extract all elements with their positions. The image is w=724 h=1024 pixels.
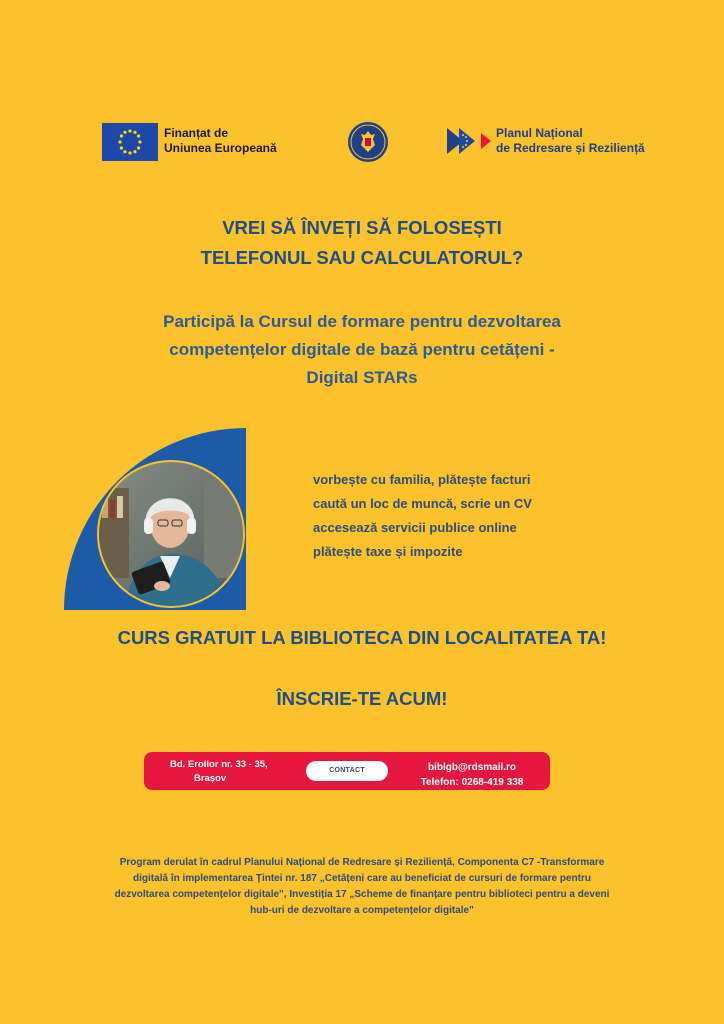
footer-line3: dezvoltarea competențelor digitale", Investiția 17 „Scheme de finanțare pentru biblioteci pentru a deveni bbox=[114, 889, 610, 900]
library-address bbox=[170, 758, 268, 786]
romanian-government-seal-icon bbox=[347, 121, 389, 163]
benefit-item: plătește taxe și impozite bbox=[313, 544, 463, 559]
headline-line2: TELEFONUL SAU CALCULATORUL? bbox=[200, 247, 524, 268]
address-line2: Brașov bbox=[194, 773, 227, 784]
free-course-heading: CURS GRATUIT LA BIBLIOTECA DIN LOCALITATEA TA! bbox=[117, 627, 607, 648]
footer-line4: hub-uri de dezvoltare a competențelor digitale" bbox=[250, 905, 474, 916]
eu-label-line1: Finanțat de bbox=[164, 126, 229, 140]
benefits-list bbox=[313, 468, 532, 564]
subheading-line1: Participă la Cursul de formare pentru dezvoltarea bbox=[163, 312, 561, 331]
eu-funding-label bbox=[164, 126, 277, 156]
address-line1: Bd. Eroilor nr. 33 - 35, bbox=[170, 759, 268, 770]
contact-details bbox=[408, 760, 536, 790]
signup-call-to-action: ÎNSCRIE-TE ACUM! bbox=[276, 688, 448, 709]
senior-with-tablet-photo bbox=[64, 428, 246, 610]
pnrr-label-line2: de Redresare și Reziliență bbox=[496, 141, 645, 155]
contact-email[interactable]: biblgb@rdsmail.ro bbox=[427, 762, 517, 773]
subheading-line2: competențelor digitale de bază pentru cetățeni - bbox=[169, 340, 555, 359]
footer-line2: digitală în implementarea Țintei nr. 187 „Cetățeni care au beneficiat de cursuri de formare pentru bbox=[133, 873, 591, 884]
main-headline bbox=[0, 213, 724, 273]
program-footer-note bbox=[90, 855, 634, 919]
benefit-item: accesează servicii publice online bbox=[313, 520, 517, 535]
eu-flag-icon bbox=[102, 123, 158, 161]
headline-line1: VREI SĂ ÎNVEȚI SĂ FOLOSEȘTI bbox=[222, 217, 502, 238]
benefit-item: vorbește cu familia, plătește facturi bbox=[313, 472, 531, 487]
benefit-item: caută un loc de muncă, scrie un CV bbox=[313, 496, 532, 511]
pnrr-logo-icon bbox=[447, 128, 491, 154]
pnrr-label-line1: Planul Național bbox=[496, 126, 583, 140]
footer-line1: Program derulat în cadrul Planului Național de Redresare și Reziliență, Componenta C7 -Transformare bbox=[119, 857, 605, 868]
subheading-line3: Digital STARs bbox=[306, 368, 418, 387]
pnrr-label bbox=[496, 126, 645, 156]
contact-button[interactable]: CONTACT bbox=[306, 761, 388, 781]
contact-phone[interactable]: Telefon: 0268-419 338 bbox=[420, 777, 524, 788]
course-description bbox=[0, 308, 724, 392]
eu-label-line2: Uniunea Europeană bbox=[164, 141, 277, 155]
